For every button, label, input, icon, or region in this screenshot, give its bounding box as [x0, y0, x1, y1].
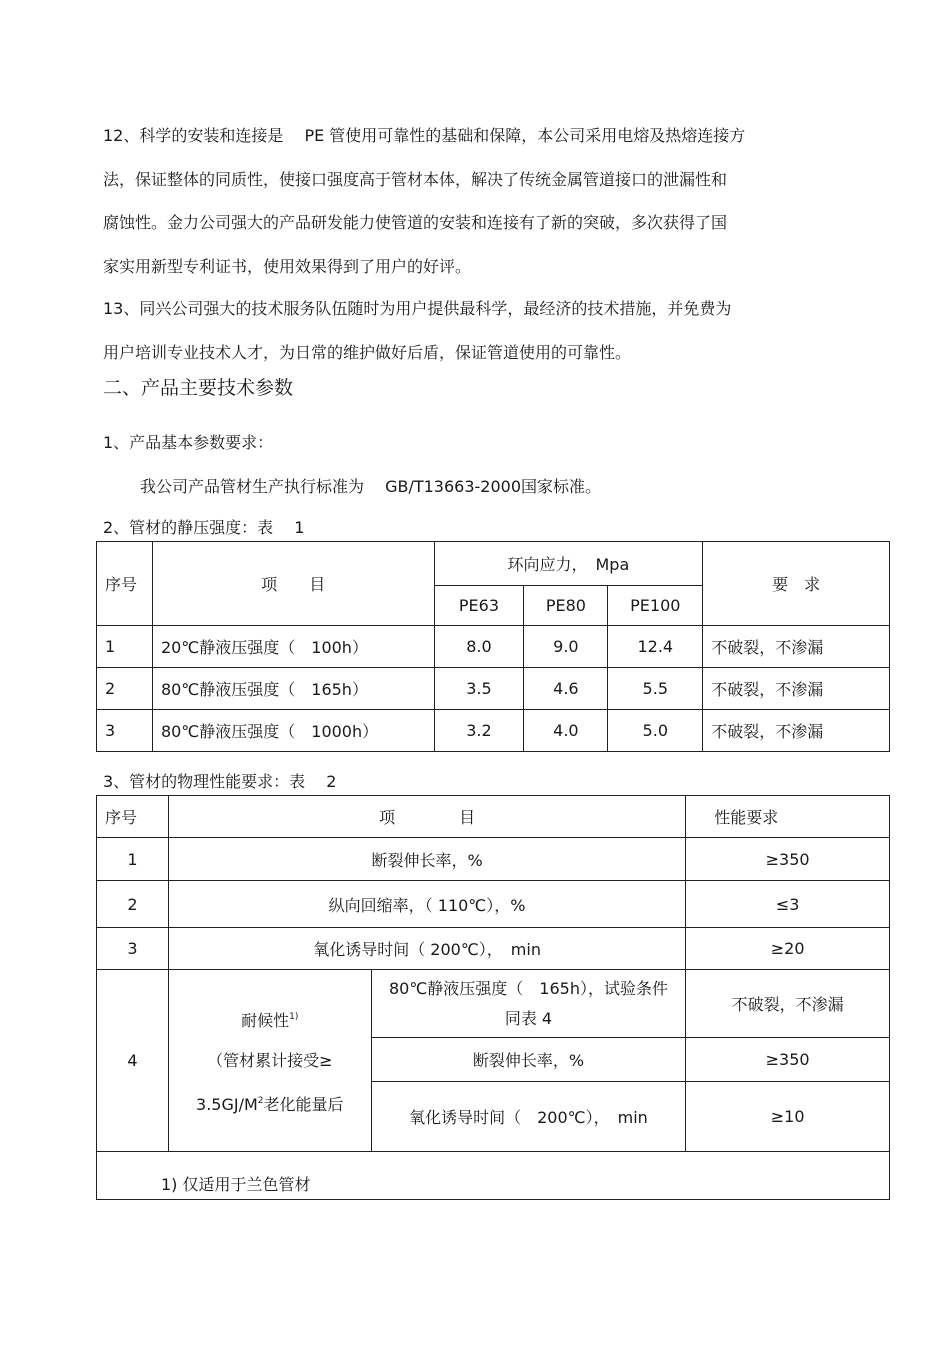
cell-item: 氧化诱导时间（ 200℃）， min — [371, 1082, 686, 1152]
cell-item: 80℃静液压强度（ 1000h） — [152, 710, 434, 752]
table1-header-item: 项 目 — [152, 542, 434, 626]
item1-text: 我公司产品管材生产执行标准为 GB/T13663-2000国家标准。 — [140, 477, 602, 496]
physical-properties-table — [96, 795, 890, 1200]
para13-line1: 13、同兴公司强大的技术服务队伍随时为用户提供最科学，最经济的技术措施，并免费为 — [103, 299, 732, 318]
table2-header-row — [97, 796, 890, 838]
table1-header-row — [97, 542, 890, 586]
cell-pe63: 3.2 — [434, 710, 524, 752]
cell-item — [371, 970, 686, 1038]
item1-title: 1、产品基本参数要求： — [103, 433, 274, 452]
table1-header-pe100: PE100 — [608, 586, 703, 626]
cell-req: ≥20 — [686, 928, 890, 970]
table1-header-req: 要 求 — [703, 542, 890, 626]
cell-pe80: 9.0 — [524, 626, 608, 668]
cell-req: 不破裂，不渗漏 — [703, 668, 890, 710]
table2-footnote-row — [97, 1152, 890, 1200]
para13-line2: 用户培训专业技术人才，为日常的维护做好后盾，保证管道使用的可靠性。 — [103, 343, 632, 362]
table-row — [97, 838, 890, 881]
table-row — [97, 668, 890, 710]
cell-req: ≥350 — [686, 838, 890, 881]
table1-header-stress: 环向应力， Mpa — [434, 542, 703, 586]
cell-pe63: 3.5 — [434, 668, 524, 710]
weather-resistance-cell — [168, 970, 371, 1152]
static-strength-table — [96, 541, 890, 752]
para12-line1: 12、科学的安装和连接是 PE 管使用可靠性的基础和保障，本公司采用电熔及热熔连接方 — [103, 126, 746, 145]
para12-line2: 法，保证整体的同质性，使接口强度高于管材本体，解决了传统金属管道接口的泄漏性和 — [103, 170, 728, 189]
para12-line3: 腐蚀性。金力公司强大的产品研发能力使管道的安装和连接有了新的突破，多次获得了国 — [103, 213, 728, 232]
cell-seq: 1 — [97, 626, 153, 668]
table-row — [97, 970, 890, 1038]
cell-seq: 4 — [97, 970, 169, 1152]
cell-req: ≥350 — [686, 1038, 890, 1082]
cell-seq: 2 — [97, 668, 153, 710]
cell-seq: 2 — [97, 881, 169, 928]
cell-seq: 3 — [97, 928, 169, 970]
cell-pe100: 5.0 — [608, 710, 703, 752]
cell-item: 断裂伸长率，% — [371, 1038, 686, 1082]
cell-seq: 3 — [97, 710, 153, 752]
table1-caption: 2、管材的静压强度：表 1 — [103, 518, 305, 537]
cell-req: 不破裂，不渗漏 — [703, 710, 890, 752]
table2-caption: 3、管材的物理性能要求：表 2 — [103, 772, 337, 791]
weather-resistance-energy: $3.5GJ/M^2$老化能量后 — [196, 1094, 344, 1114]
table1-header-seq: 序号 — [97, 542, 153, 626]
cell-pe80: 4.6 — [524, 668, 608, 710]
table-row — [97, 626, 890, 668]
table-row — [97, 881, 890, 928]
cell-pe63: 8.0 — [434, 626, 524, 668]
cell-pe80: 4.0 — [524, 710, 608, 752]
table2-header-seq: 序号 — [97, 796, 169, 838]
cell-seq: 1 — [97, 838, 169, 881]
cell-item: 纵向回缩率，（ 110℃），% — [168, 881, 685, 928]
footnote-mark: 1) — [289, 1011, 299, 1022]
cell-pe100: 12.4 — [608, 626, 703, 668]
cell-item: 80℃静液压强度（ 165h） — [152, 668, 434, 710]
cell-item: 氧化诱导时间（ 200℃）， min — [168, 928, 685, 970]
weather-resistance-condition: （管材累计接受≥ — [207, 1050, 333, 1070]
cell-req: 不破裂，不渗漏 — [686, 970, 890, 1038]
para12-line4: 家实用新型专利证书，使用效果得到了用户的好评。 — [103, 257, 472, 276]
weather-resistance-label: 耐候性$^{1)}$ — [241, 1010, 299, 1030]
cell-req: 不破裂，不渗漏 — [703, 626, 890, 668]
cell-item-line1: 80℃静液压强度（ 165h），试验条件 — [388, 978, 668, 998]
cell-req: ≥10 — [686, 1082, 890, 1152]
cell-item: 断裂伸长率，% — [168, 838, 685, 881]
table2-header-req: 性能要求 — [686, 796, 890, 838]
cell-req: ≤3 — [686, 881, 890, 928]
cell-item: 20℃静液压强度（ 100h） — [152, 626, 434, 668]
table-row — [97, 710, 890, 752]
table2-header-item: 项 目 — [168, 796, 685, 838]
section-heading: 二、产品主要技术参数 — [103, 377, 294, 399]
table-row — [97, 928, 890, 970]
cell-pe100: 5.5 — [608, 668, 703, 710]
table2-footnote: 1) 仅适用于兰色管材 — [97, 1152, 890, 1200]
cell-item-line2: 同表 4 — [504, 1008, 553, 1028]
table1-header-pe80: PE80 — [524, 586, 608, 626]
table1-header-pe63: PE63 — [434, 586, 524, 626]
